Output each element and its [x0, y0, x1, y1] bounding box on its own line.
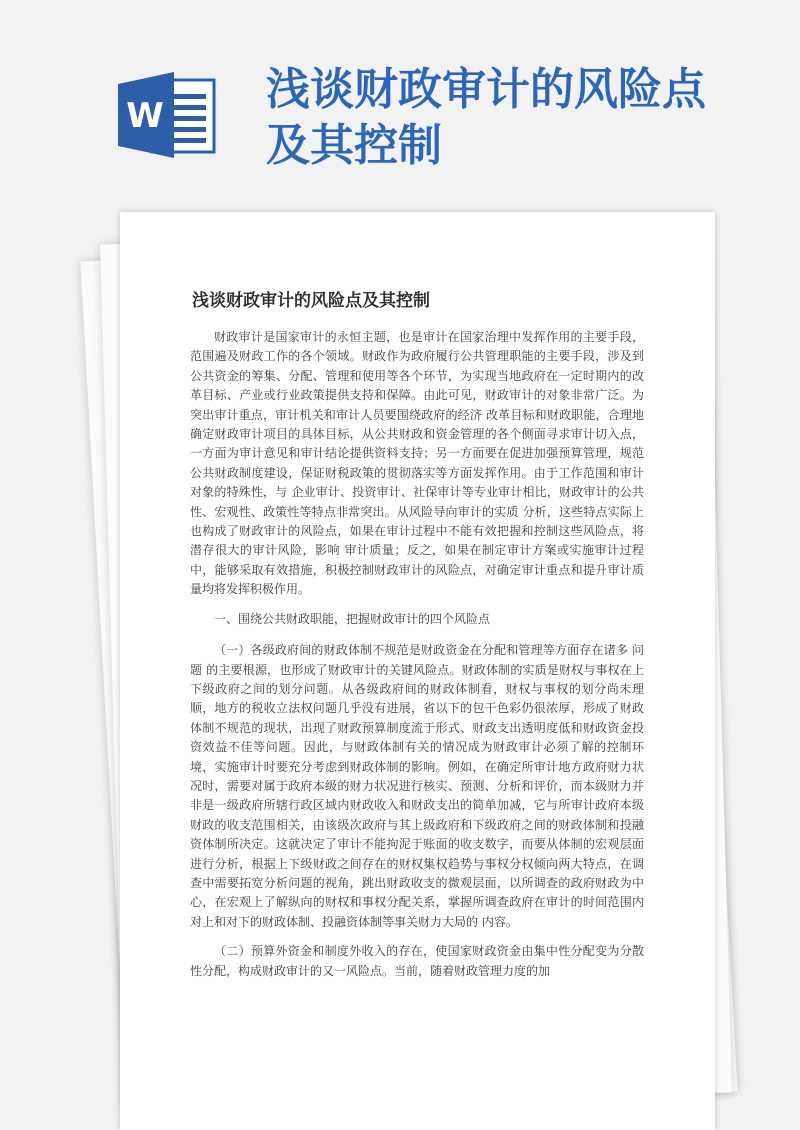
document-page — [120, 212, 715, 1130]
paragraph-intro: 财政审计是国家审计的永恒主题，也是审计在国家治理中发挥作用的主要手段，范围遍及财政工作的各个领域。财政作为政府履行公共管理职能的主要手段，涉及到公共资金的筹集、分配、管理和使用等各个环节，为实现当地政府在一定时期内的改革目标、产业或行业政策提供支持和保障。由此可见，财政审计的对象非常广泛。为突出审计重点，审计机关和审计人员要围绕政府的经济 改革目标和财政职能，合理地确定财政审计项目的具体目标，从公共财政和资金管理的各个侧面寻求审计切入点，一方面为审计意见和审计结论提供资料支持；另一方面要在促进加强预算管理，规范公共财政制度建设，保证财税政策的贯彻落实等方面发挥作用。由于工作范围和审计对象的特殊性，与 企业审计、投资审计、社保审计等专业审计相比，财政审计的公共性、宏观性、政策性等特点非常突出。从风险导向审计的实质 分析，这些特点实际上也构成了财政审计的风险点，如果在审计过程中不能有效把握和控制这些风险点，将潜存很大的审计风险，影响 审计质量；反之，如果在制定审计方案或实施审计过程中，能够采取有效措施，积极控制财政审计的风险点，对确定审计重点和提升审计质量均将发挥积极作用。 — [190, 330, 644, 597]
paragraph-point-1: （一）各级政府间的财政体制不规范是财政资金在分配和管理等方面存在诸多 问题 的主要根源，也形成了财政审计的关键风险点。财政体制的实质是财权与事权在上下级政府之间的划分问题。从各级政府间的财政体制看，财权与事权的划分尚未理顺，地方的税收立法权问题几乎没有进展，省以下的包干色彩仍很浓厚，形成了财政体制不规范的现状，出现了财政预算制度流于形式、财政支出透明度低和财政资金投资效益不佳等问题。因此，与财政体制有关的情况成为财政审计必须了解的控制环境，实施审计时要充分考虑到财政体制的影响。例如，在确定所审计地方政府财力状况时，需要对属于政府本级的财力状况进行核实、预测、分析和评价，而本级财力并非是一级政府所辖行政区域内财政收入和财政支出的简单加减，它与所审计政府本级财政的收支范围相关，由该级次政府与其上级政府和下级政府之间的财政体制和投融资体制所决定。这就决定了审计不能拘泥于账面的收支数字，而要从体制的宏观层面进行分析，根据上下级财政之间存在的财权集权趋势与事权分权倾向两大特点，在调查中需要拓宽分析问题的视角，跳出财政收支的微观层面，以所调查的政府财政为中心，在宏观上了解纵向的财权和事权分配关系，掌握所调查政府在审计的时间范围内对上和对下的财政体制、投融资体制等事关财力大局的 内容。 — [190, 643, 644, 929]
header — [0, 0, 800, 215]
document-title: 浅谈财政审计的风险点及其控制 — [192, 291, 430, 311]
title-line-2: 及其控制 — [266, 120, 442, 171]
word-document-icon — [118, 72, 216, 158]
page-title — [266, 62, 776, 174]
paragraph-point-2: （二）预算外资金和制度外收入的存在，使国家财政资金由集中性分配变为分散性分配，构成财政审计的又一风险点。当前，随着财政管理力度的加 — [190, 944, 644, 978]
logo-letter: W — [126, 96, 164, 136]
title-line-1: 浅谈财政审计的风险点 — [266, 64, 706, 115]
section-heading: 一、围绕公共财政职能，把握财政审计的四个风险点 — [214, 611, 491, 626]
document-body — [190, 328, 644, 991]
